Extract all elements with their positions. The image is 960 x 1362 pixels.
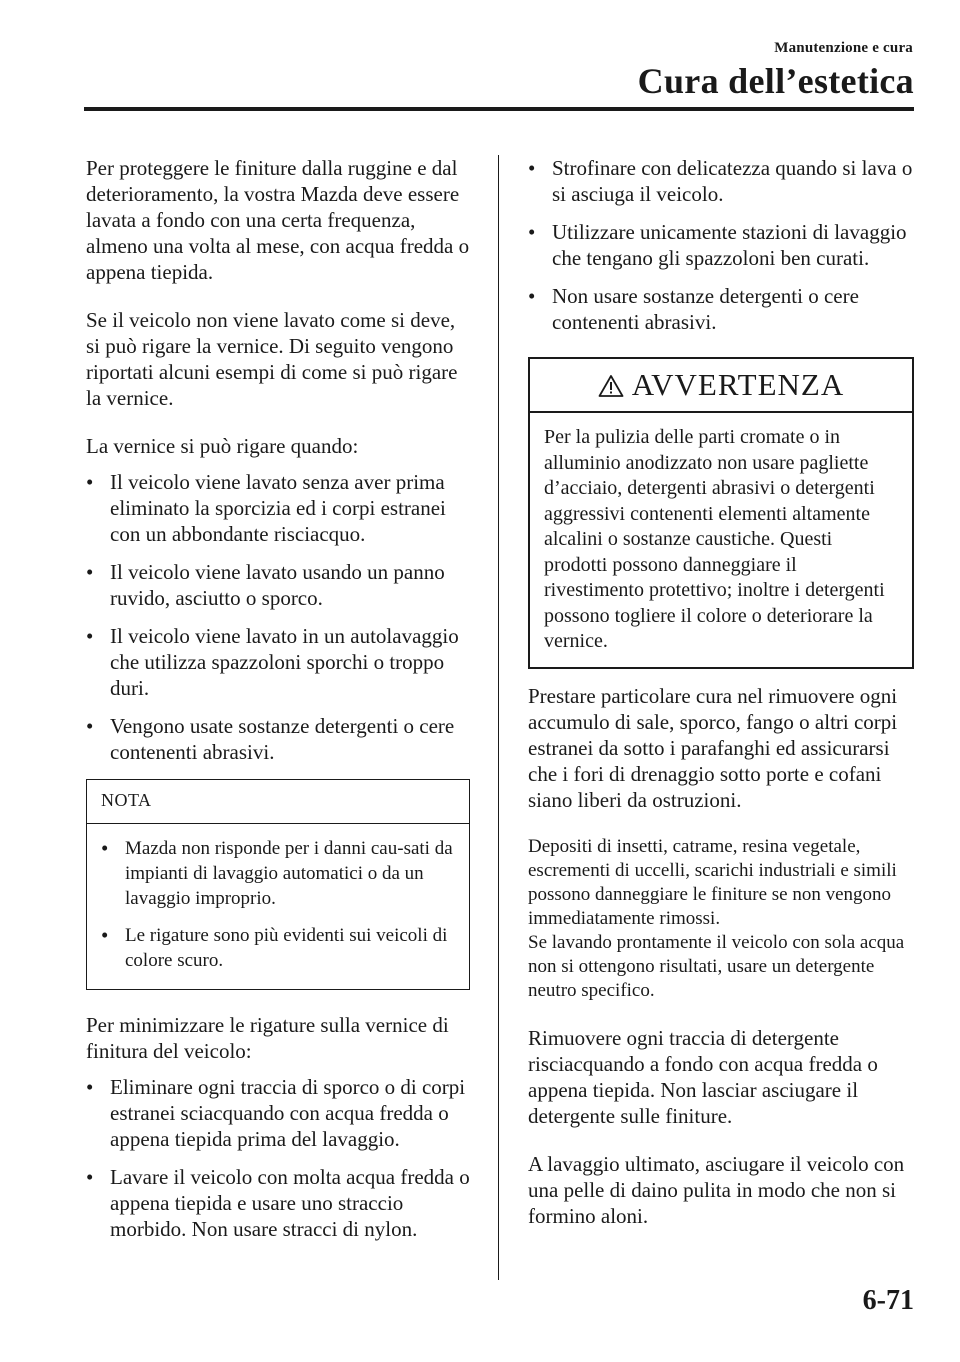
note-title: NOTA [87,780,469,824]
bullet-icon: • [86,1075,94,1099]
paragraph: Per minimizzare le rigature sulla vernice di finitura del veicolo: [86,1013,449,1063]
list-item: • Il veicolo viene lavato usando un panno ruvido, asciutto o sporco. [86,560,445,610]
paragraph: Se lavando prontamente il veicolo con sola acqua non si ottengono risultati, usare un detergente neutro specifico. [528,931,905,1001]
note-box [86,779,470,990]
paragraph: A lavaggio ultimato, asciugare il veicolo con una pelle di daino pulita in modo che non si formino aloni. [528,1151,905,1228]
page-title: Cura dell’estetica [637,61,914,101]
list-item: • Mazda non risponde per i danni cau-sati da impianti di lavaggio automatici o da un lavaggio improprio. [101,836,453,909]
warning-box [528,357,914,669]
prevention-list [86,1074,470,1242]
right-column [528,155,914,1229]
bullet-icon: • [86,714,94,738]
bullet-icon: • [101,923,109,947]
paragraph: La vernice si può rigare quando: [86,434,359,458]
list-item: • Eliminare ogni traccia di sporco o di corpi estranei sciacquando con acqua fredda o appena tiepida prima del lavaggio. [86,1075,466,1151]
bullet-icon: • [528,156,536,180]
list-item: • Strofinare con delicatezza quando si lava o si asciuga il veicolo. [528,156,913,206]
header-rule [84,107,914,111]
warning-triangle-icon [598,374,624,398]
bullet-icon: • [528,284,536,308]
scratch-causes-list [86,469,470,765]
warning-title: AVVERTENZA [631,367,845,402]
warning-header [530,359,912,413]
list-item: • Vengono usate sostanze detergenti o cere contenenti abrasivi. [86,714,455,764]
list-item: • Le rigature sono più evidenti sui veicoli di colore scuro. [101,923,448,971]
list-item: • Utilizzare unicamente stazioni di lavaggio che tengano gli spazzoloni ben curati. [528,220,907,270]
paragraph: Se il veicolo non viene lavato come si deve, si può rigare la vernice. Di seguito vengono riportati alcuni esempi di come si può rigare la vernice. [86,308,458,410]
column-divider [498,155,499,1280]
bullet-icon: • [86,624,94,648]
warning-text: Per la pulizia delle parti cromate o in alluminio anodizzato non usare pagliette d’acciaio, detergenti abrasivi o detergenti aggressivi contenenti elementi altamente alcalini o sostanze caustiche. Questi prodotti possono danneggiare il rivestimento protettivo; inoltre i detergenti possono togliere il colore o deteriorare la vernice. [544,426,885,652]
paragraph: Depositi di insetti, catrame, resina vegetale, escrementi di uccelli, scarichi industriali e simili possono danneggiare le finiture se non vengono immediatamente rimossi. [528,835,897,929]
list-item: • Il veicolo viene lavato senza aver prima eliminato la sporcizia ed i corpi estranei con un abbondante risciacquo. [86,470,446,546]
care-list [528,155,914,335]
paragraph: Per proteggere le finiture dalla ruggine e dal deterioramento, la vostra Mazda deve essere lavata a fondo con una certa frequenza, almeno una volta al mese, con acqua fredda o appena tiepida. [86,156,470,284]
bullet-icon: • [86,470,94,494]
left-column [86,155,470,1254]
paragraph: Prestare particolare cura nel rimuovere ogni accumulo di sale, sporco, fango o altri corpi estranei da sotto i parafanghi ed assicurarsi che i fori di drenaggio sotto porte e cofani siano liberi da ostruzioni. [528,683,898,812]
bullet-icon: • [101,836,109,860]
page-number: 6-71 [862,1285,914,1316]
bullet-icon: • [86,560,94,584]
bullet-icon: • [86,1165,94,1189]
section-title: Manutenzione e cura [774,40,913,56]
bullet-icon: • [528,220,536,244]
list-item: • Lavare il veicolo con molta acqua fredda o appena tiepida e usare uno straccio morbido. Non usare stracci di nylon. [86,1165,470,1241]
paragraph: Rimuovere ogni traccia di detergente risciacquando a fondo con acqua fredda o appena tiepida. Non lasciar asciugare il detergente sulle finiture. [528,1025,878,1128]
list-item: • Non usare sostanze detergenti o cere contenenti abrasivi. [528,284,859,334]
list-item: • Il veicolo viene lavato in un autolavaggio che utilizza spazzoloni sporchi o troppo duri. [86,624,459,700]
